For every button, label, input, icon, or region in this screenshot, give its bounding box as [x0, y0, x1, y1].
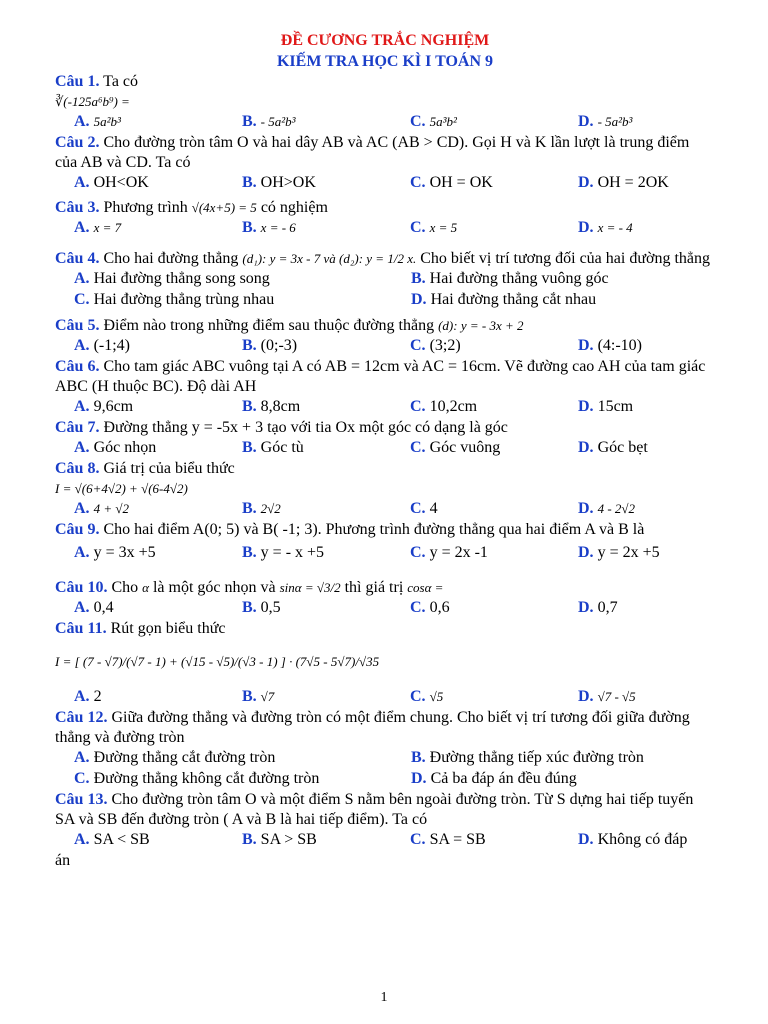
option-d: D. y = 2x +5 [578, 544, 660, 561]
option-d: D. (4:-10) [578, 337, 642, 354]
question-7-options [55, 438, 715, 459]
question-text: Giữa đường thẳng và đường tròn có một điểm chung. Cho biết vị trí tương đối giữa đường thẳng và đường tròn [55, 709, 690, 746]
question-3 [55, 198, 715, 218]
option-b: B. 2√2 [242, 500, 281, 517]
option-a: A. OH<OK [74, 174, 149, 191]
option-b: B. y = - x +5 [242, 544, 325, 561]
option-a: A. 2 [74, 688, 102, 705]
question-text: Cho tam giác ABC vuông tại A có AB = 12cm và AC = 16cm. Vẽ đường cao AH của tam giác ABC (H thuộc BC). Độ dài AH [55, 358, 706, 395]
question-label: Câu 6. [55, 358, 100, 375]
option-a: A. 4 + √2 [74, 500, 129, 517]
option-c: C. SA = SB [410, 831, 486, 848]
option-a: A. Góc nhọn [74, 439, 157, 456]
question-text: Rút gọn biểu thức [110, 620, 226, 637]
option-b: B. 0,5 [242, 599, 281, 616]
question-text: Cho hai đường thẳng [103, 250, 239, 267]
question-13-options [55, 830, 715, 851]
option-d: D. √7 - √5 [578, 688, 636, 705]
page-number: 1 [380, 990, 388, 1005]
option-c: C. 0,6 [410, 599, 450, 616]
question-5 [55, 316, 715, 336]
option-c: C. 10,2cm [410, 398, 478, 415]
option-a: A. 9,6cm [74, 398, 134, 415]
question-label: Câu 10. [55, 579, 108, 596]
option-d: D. 4 - 2√2 [578, 500, 636, 517]
question-8-options [55, 499, 715, 520]
question-4-options-row1 [55, 269, 715, 290]
question-label: Câu 5. [55, 317, 100, 334]
question-label: Câu 7. [55, 419, 100, 436]
option-b: B. √7 [242, 688, 275, 705]
option-d: D. - 5a²b³ [578, 113, 633, 130]
option-b: B. Góc tù [242, 439, 304, 456]
question-12-options-row2 [55, 769, 715, 790]
question-13-option-wrap: án [55, 852, 71, 869]
option-c: C. (3;2) [410, 337, 461, 354]
option-c: C. OH = OK [410, 174, 493, 191]
question-8 [55, 459, 715, 479]
option-c: C. Đường thẳng không cắt đường tròn [74, 770, 320, 787]
option-b: B. Hai đường thẳng vuông góc [411, 270, 609, 287]
question-11-options [55, 687, 715, 708]
option-c: C. √5 [410, 688, 444, 705]
option-c: C. Góc vuông [410, 439, 501, 456]
option-c: C. Hai đường thẳng trùng nhau [74, 291, 275, 308]
option-b: B. x = - 6 [242, 219, 296, 236]
question-text: Đường thẳng y = -5x + 3 tạo với tia Ox một góc có dạng là góc [103, 419, 508, 436]
question-text-after: có nghiệm [260, 199, 328, 216]
option-a: A. 5a²b³ [74, 113, 121, 130]
option-b: B. SA > SB [242, 831, 317, 848]
option-b: B. - 5a²b³ [242, 113, 296, 130]
question-label: Câu 8. [55, 460, 100, 477]
option-d: D. Không có đáp [578, 831, 688, 848]
question-1 [55, 72, 715, 92]
option-b: B. 8,8cm [242, 398, 301, 415]
question-text: Ta có [103, 73, 139, 90]
question-6-options [55, 397, 715, 418]
question-9-options [55, 543, 715, 564]
option-d: D. 0,7 [578, 599, 618, 616]
question-label: Câu 3. [55, 199, 100, 216]
option-c: C. y = 2x -1 [410, 544, 488, 561]
option-d: D. Góc bẹt [578, 439, 648, 456]
math-expression: I = [ (7 - √7)/(√7 - 1) + (√15 - √5)/(√3 - 1) ] · (7√5 - 5√7)/√35 [55, 654, 380, 669]
question-7 [55, 418, 715, 438]
option-a: A. x = 7 [74, 219, 122, 236]
question-label: Câu 11. [55, 620, 107, 637]
question-text: Cho đường tròn tâm O và một điểm S nằm bên ngoài đường tròn. Từ S dựng hai tiếp tuyến SA và SB đến đường tròn ( A và B là hai tiếp điểm). Ta có [55, 791, 694, 828]
option-c: C. x = 5 [410, 219, 458, 236]
question-4 [55, 249, 715, 269]
option-d: D. 15cm [578, 398, 634, 415]
option-a: A. SA < SB [74, 831, 150, 848]
question-label: Câu 4. [55, 250, 100, 267]
question-text: Giá trị của biểu thức [103, 460, 235, 477]
question-label: Câu 2. [55, 134, 100, 151]
question-1-expr [55, 92, 715, 112]
question-5-options [55, 336, 715, 357]
question-label: Câu 13. [55, 791, 108, 808]
option-a: A. 0,4 [74, 599, 114, 616]
option-b: B. OH>OK [242, 174, 316, 191]
option-d: D. OH = 2OK [578, 174, 669, 191]
option-c: C. 4 [410, 500, 438, 517]
question-text-after: thì giá trị [344, 579, 404, 596]
question-4-options-row2 [55, 290, 715, 311]
question-12 [55, 708, 715, 748]
question-11-expr [55, 639, 715, 685]
question-11 [55, 619, 715, 639]
question-3-options [55, 218, 715, 239]
math-expression: √(4x+5) = 5 [191, 200, 257, 215]
question-6 [55, 357, 715, 397]
alpha-symbol: α [142, 580, 149, 595]
question-10-options [55, 598, 715, 619]
question-label: Câu 12. [55, 709, 108, 726]
document-page [55, 30, 715, 871]
question-label: Câu 1. [55, 73, 100, 90]
option-a: A. (-1;4) [74, 337, 130, 354]
question-text-after: Cho biết vị trí tương đối của hai đường thẳng [420, 250, 710, 267]
option-a: A. Hai đường thẳng song song [74, 270, 270, 287]
question-8-expr [55, 479, 715, 499]
question-text: Phương trình [103, 199, 188, 216]
option-b: B. (0;-3) [242, 337, 298, 354]
question-text: Cho [111, 579, 139, 596]
question-text: Cho hai điểm A(0; 5) và B( -1; 3). Phương trình đường thẳng qua hai điểm A và B là [103, 521, 645, 538]
doc-subtitle: KIẾM TRA HỌC KÌ I TOÁN 9 [276, 53, 494, 70]
question-text: Cho đường tròn tâm O và hai dây AB và AC (AB > CD). Gọi H và K lần lượt là trung điểm của AB và CD. Ta có [55, 134, 690, 171]
option-c: C. 5a³b² [410, 113, 457, 130]
question-12-options-row1 [55, 748, 715, 769]
math-expression: (d₁): y = 3x - 7 và (d₂): y = 1/2 x. [242, 251, 417, 266]
math-expression-2: cosα = [407, 580, 444, 595]
question-2 [55, 133, 715, 173]
question-1-options [55, 112, 715, 133]
math-expression: ∛(-125a⁶b⁹) = [55, 94, 130, 109]
option-a: A. y = 3x +5 [74, 544, 156, 561]
math-expression: I = √(6+4√2) + √(6-4√2) [55, 481, 188, 496]
question-13 [55, 790, 715, 830]
question-2-options [55, 173, 715, 194]
option-b: B. Đường thẳng tiếp xúc đường tròn [411, 749, 644, 766]
option-d: D. Cả ba đáp án đều đúng [411, 770, 577, 787]
question-label: Câu 9. [55, 521, 100, 538]
option-d: D. Hai đường thẳng cắt nhau [411, 291, 597, 308]
math-expression: (d): y = - 3x + 2 [438, 318, 524, 333]
doc-title: ĐỀ CƯƠNG TRẮC NGHIỆM [280, 32, 490, 49]
question-9 [55, 520, 715, 540]
question-10 [55, 578, 715, 598]
question-text-mid: là một góc nhọn và [152, 579, 276, 596]
option-a: A. Đường thẳng cắt đường tròn [74, 749, 276, 766]
question-text: Điểm nào trong những điểm sau thuộc đường thẳng [103, 317, 435, 334]
math-expression: sinα = √3/2 [279, 580, 341, 595]
option-d: D. x = - 4 [578, 219, 633, 236]
